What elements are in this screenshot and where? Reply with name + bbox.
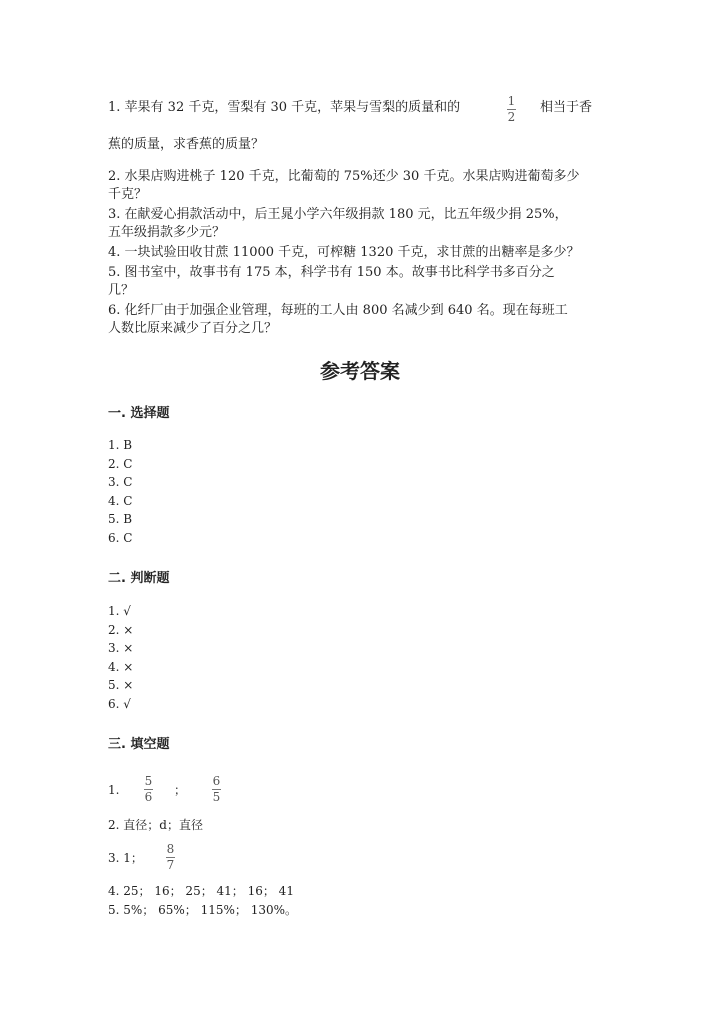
question-2-line-2: 千克？ bbox=[108, 187, 148, 202]
question-1-fraction bbox=[507, 95, 516, 124]
question-5-line-2: 几？ bbox=[108, 283, 135, 298]
fraction-numerator: 1 bbox=[507, 94, 516, 108]
list-item: 4. C bbox=[108, 493, 133, 508]
fill-answer-1-label: 1. bbox=[108, 783, 120, 797]
question-3-line-2: 五年级捐款多少元？ bbox=[108, 225, 226, 240]
fill-answer-3-label: 3. 1； bbox=[108, 851, 143, 865]
answer-list-judge bbox=[108, 602, 133, 714]
question-3-line-1: 3. 在献爱心捐款活动中，后王晁小学六年级捐款 180 元，比五年级少捐 25%， bbox=[108, 207, 568, 222]
list-item: 6. √ bbox=[108, 696, 131, 711]
fraction-numerator: 8 bbox=[166, 842, 175, 856]
question-5-line-1: 5. 图书室中，故事书有 175 本，科学书有 150 本。故事书比科学书多百分之 bbox=[108, 265, 555, 280]
list-item: 1. B bbox=[108, 438, 133, 452]
list-item: 6. C bbox=[108, 530, 133, 545]
question-1-line-1: 1. 苹果有 32 千克，雪梨有 30 千克，苹果与雪梨的质量和的 bbox=[108, 100, 461, 115]
question-6-line-1: 6. 化纤厂由于加强企业管理，每班的工人由 800 名减少到 640 名。现在每班工 bbox=[108, 303, 568, 318]
fraction-denominator: 5 bbox=[212, 790, 221, 804]
section-choice-title: 一. 选择题 bbox=[108, 406, 170, 421]
list-item: 5. × bbox=[108, 678, 134, 693]
question-4: 4. 一块试验田收甘蔗 11000 千克，可榨糖 1320 千克，求甘蔗的出糖率是多少？ bbox=[108, 245, 580, 260]
fill-answer-3-fraction bbox=[166, 843, 175, 872]
fraction-numerator: 5 bbox=[144, 774, 153, 788]
fraction-denominator: 7 bbox=[166, 858, 175, 872]
question-6-line-2: 人数比原来减少了百分之几？ bbox=[108, 321, 278, 336]
fill-answer-1-fraction-2 bbox=[212, 775, 221, 804]
fill-answer-1-separator: ； bbox=[174, 783, 187, 797]
list-item: 1. √ bbox=[108, 604, 131, 618]
list-item: 2. C bbox=[108, 456, 133, 471]
section-judge-title: 二. 判断题 bbox=[108, 571, 170, 586]
question-1-line-2: 蕉的质量，求香蕉的质量？ bbox=[108, 137, 265, 152]
list-item: 3. C bbox=[108, 475, 133, 490]
list-item: 5. B bbox=[108, 512, 133, 527]
fill-answer-5: 5. 5%； 65%； 115%； 130%。 bbox=[108, 903, 298, 917]
question-2-line-1: 2. 水果店购进桃子 120 千克，比葡萄的 75%还少 30 千克。水果店购进葡萄多少 bbox=[108, 169, 580, 184]
fill-answer-4: 4. 25； 16； 25； 41； 16； 41 bbox=[108, 884, 294, 898]
fraction-denominator: 2 bbox=[507, 110, 516, 124]
fill-answer-2: 2. 直径；d；直径 bbox=[108, 818, 203, 832]
fill-answer-1-fraction-1 bbox=[144, 775, 153, 804]
answer-list-choice bbox=[108, 436, 132, 548]
list-item: 2. × bbox=[108, 622, 134, 637]
fraction-numerator: 6 bbox=[212, 774, 221, 788]
list-item: 4. × bbox=[108, 659, 134, 674]
question-1-continuation: 相当于香 bbox=[540, 100, 593, 115]
section-fill-title: 三. 填空题 bbox=[108, 737, 170, 752]
fraction-denominator: 6 bbox=[144, 790, 153, 804]
list-item: 3. × bbox=[108, 641, 134, 656]
answer-title: 参考答案 bbox=[320, 359, 400, 383]
